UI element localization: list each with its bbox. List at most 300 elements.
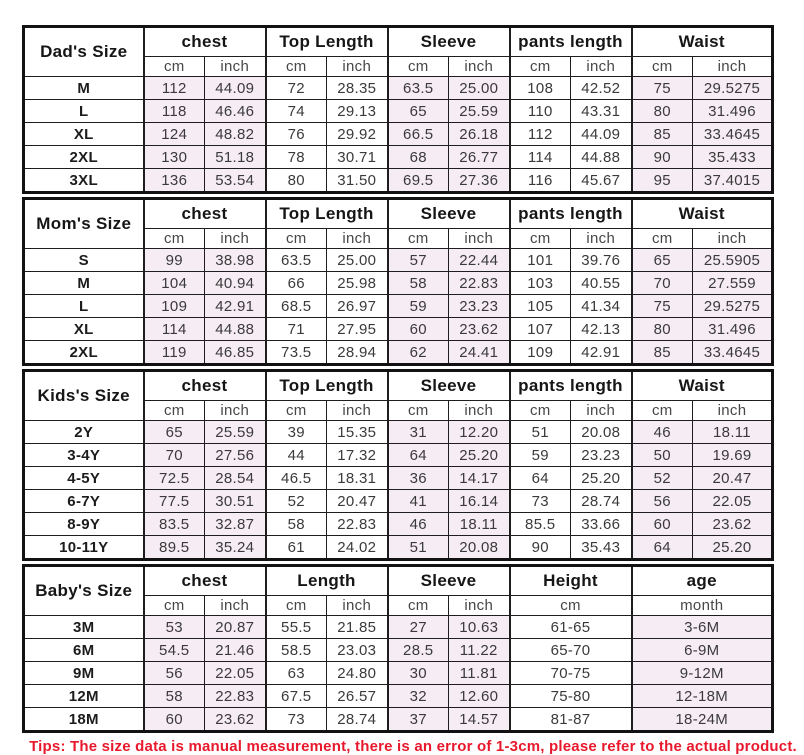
measurement-cell: 130 bbox=[144, 146, 205, 169]
unit-header: inch bbox=[327, 596, 388, 616]
measurement-cell: 19.69 bbox=[693, 444, 773, 467]
measurement-cell: 101 bbox=[510, 249, 571, 272]
size-row-label: 2Y bbox=[24, 421, 144, 444]
unit-header: cm bbox=[144, 401, 205, 421]
measurement-cell: 60 bbox=[388, 318, 449, 341]
measurement-cell: 22.44 bbox=[449, 249, 510, 272]
measurement-cell: 37.4015 bbox=[693, 169, 773, 193]
measurement-cell: 64 bbox=[510, 467, 571, 490]
size-row-label: 6M bbox=[24, 639, 144, 662]
measurement-cell: 124 bbox=[144, 123, 205, 146]
measurement-cell: 63.5 bbox=[388, 77, 449, 100]
measurement-cell: 95 bbox=[632, 169, 693, 193]
measurement-cell: 46.5 bbox=[266, 467, 327, 490]
measurement-cell: 36 bbox=[388, 467, 449, 490]
column-header: chest bbox=[144, 566, 266, 596]
measurement-cell: 41.34 bbox=[571, 295, 632, 318]
measurement-cell: 40.55 bbox=[571, 272, 632, 295]
measurement-cell: 53 bbox=[144, 616, 205, 639]
measurement-cell: 25.59 bbox=[449, 100, 510, 123]
column-header: Top Length bbox=[266, 371, 388, 401]
measurement-cell: 24.80 bbox=[327, 662, 388, 685]
measurement-cell: 20.47 bbox=[693, 467, 773, 490]
measurement-cell: 57 bbox=[388, 249, 449, 272]
measurement-cell: 73.5 bbox=[266, 341, 327, 365]
size-row-label: 12M bbox=[24, 685, 144, 708]
measurement-cell: 23.03 bbox=[327, 639, 388, 662]
header-row bbox=[24, 566, 773, 596]
measurement-cell: 28.35 bbox=[327, 77, 388, 100]
measurement-cell: 90 bbox=[632, 146, 693, 169]
measurement-cell: 20.08 bbox=[449, 536, 510, 560]
table-row bbox=[24, 490, 773, 513]
size-row-label: 18M bbox=[24, 708, 144, 732]
measurement-cell: 119 bbox=[144, 341, 205, 365]
measurement-cell: 18.11 bbox=[449, 513, 510, 536]
measurement-cell: 28.74 bbox=[327, 708, 388, 732]
unit-header: inch bbox=[571, 229, 632, 249]
measurement-cell: 26.77 bbox=[449, 146, 510, 169]
unit-header: cm bbox=[144, 596, 205, 616]
measurement-cell: 61 bbox=[266, 536, 327, 560]
measurement-cell: 17.32 bbox=[327, 444, 388, 467]
measurement-cell: 52 bbox=[266, 490, 327, 513]
table-row bbox=[24, 272, 773, 295]
table-row bbox=[24, 146, 773, 169]
column-header: Sleeve bbox=[388, 371, 510, 401]
measurement-cell: 21.85 bbox=[327, 616, 388, 639]
unit-header: cm bbox=[388, 401, 449, 421]
table-row bbox=[24, 169, 773, 193]
measurement-cell: 23.62 bbox=[449, 318, 510, 341]
size-row-label: XL bbox=[24, 123, 144, 146]
measurement-cell: 20.08 bbox=[571, 421, 632, 444]
measurement-cell: 18.31 bbox=[327, 467, 388, 490]
measurement-cell: 25.20 bbox=[449, 444, 510, 467]
unit-header: inch bbox=[693, 57, 773, 77]
measurement-cell: 18-24M bbox=[632, 708, 773, 732]
measurement-cell: 65 bbox=[144, 421, 205, 444]
column-header: pants length bbox=[510, 199, 632, 229]
measurement-cell: 116 bbox=[510, 169, 571, 193]
size-row-label: 6-7Y bbox=[24, 490, 144, 513]
measurement-cell: 51 bbox=[388, 536, 449, 560]
unit-header: cm bbox=[510, 401, 571, 421]
measurement-cell: 25.20 bbox=[571, 467, 632, 490]
measurement-cell: 28.74 bbox=[571, 490, 632, 513]
measurement-cell: 109 bbox=[144, 295, 205, 318]
measurement-cell: 25.00 bbox=[449, 77, 510, 100]
column-header: age bbox=[632, 566, 773, 596]
header-row bbox=[24, 371, 773, 401]
column-header: Top Length bbox=[266, 199, 388, 229]
unit-header: cm bbox=[388, 596, 449, 616]
measurement-cell: 64 bbox=[632, 536, 693, 560]
measurement-cell: 6-9M bbox=[632, 639, 773, 662]
measurement-cell: 66.5 bbox=[388, 123, 449, 146]
measurement-cell: 70 bbox=[144, 444, 205, 467]
measurement-cell: 46 bbox=[388, 513, 449, 536]
unit-header: inch bbox=[327, 57, 388, 77]
size-row-label: 10-11Y bbox=[24, 536, 144, 560]
measurement-cell: 70-75 bbox=[510, 662, 632, 685]
size-table-moms bbox=[22, 197, 774, 366]
unit-header: inch bbox=[571, 57, 632, 77]
measurement-cell: 30 bbox=[388, 662, 449, 685]
column-header: Waist bbox=[632, 199, 773, 229]
measurement-cell: 26.18 bbox=[449, 123, 510, 146]
measurement-cell: 59 bbox=[388, 295, 449, 318]
table-row bbox=[24, 467, 773, 490]
unit-header: cm bbox=[266, 57, 327, 77]
measurement-cell: 50 bbox=[632, 444, 693, 467]
unit-header: cm bbox=[510, 57, 571, 77]
measurement-cell: 58.5 bbox=[266, 639, 327, 662]
unit-header: cm bbox=[632, 229, 693, 249]
size-table-kids bbox=[22, 369, 774, 561]
measurement-cell: 60 bbox=[144, 708, 205, 732]
measurement-cell: 42.52 bbox=[571, 77, 632, 100]
measurement-cell: 28.94 bbox=[327, 341, 388, 365]
measurement-cell: 53.54 bbox=[205, 169, 266, 193]
unit-header: inch bbox=[205, 596, 266, 616]
measurement-cell: 69.5 bbox=[388, 169, 449, 193]
size-row-label: S bbox=[24, 249, 144, 272]
measurement-cell: 43.31 bbox=[571, 100, 632, 123]
measurement-cell: 61-65 bbox=[510, 616, 632, 639]
measurement-cell: 30.51 bbox=[205, 490, 266, 513]
measurement-cell: 12-18M bbox=[632, 685, 773, 708]
measurement-cell: 40.94 bbox=[205, 272, 266, 295]
measurement-cell: 14.57 bbox=[449, 708, 510, 732]
table-row bbox=[24, 513, 773, 536]
measurement-cell: 103 bbox=[510, 272, 571, 295]
measurement-cell: 66 bbox=[266, 272, 327, 295]
measurement-cell: 25.00 bbox=[327, 249, 388, 272]
measurement-cell: 75 bbox=[632, 295, 693, 318]
measurement-cell: 10.63 bbox=[449, 616, 510, 639]
measurement-cell: 25.20 bbox=[693, 536, 773, 560]
measurement-cell: 99 bbox=[144, 249, 205, 272]
measurement-cell: 104 bbox=[144, 272, 205, 295]
column-header: Sleeve bbox=[388, 199, 510, 229]
measurement-cell: 62 bbox=[388, 341, 449, 365]
measurement-cell: 39 bbox=[266, 421, 327, 444]
measurement-cell: 51 bbox=[510, 421, 571, 444]
size-row-label: L bbox=[24, 295, 144, 318]
column-header: pants length bbox=[510, 27, 632, 57]
unit-header: cm bbox=[144, 229, 205, 249]
unit-header: cm bbox=[144, 57, 205, 77]
measurement-cell: 72.5 bbox=[144, 467, 205, 490]
measurement-cell: 76 bbox=[266, 123, 327, 146]
size-group-label: Dad's Size bbox=[24, 27, 144, 77]
table-row bbox=[24, 639, 773, 662]
measurement-cell: 58 bbox=[388, 272, 449, 295]
measurement-cell: 44.88 bbox=[205, 318, 266, 341]
unit-header: inch bbox=[449, 401, 510, 421]
measurement-cell: 109 bbox=[510, 341, 571, 365]
measurement-cell: 58 bbox=[266, 513, 327, 536]
size-group-label: Kids's Size bbox=[24, 371, 144, 421]
measurement-cell: 24.02 bbox=[327, 536, 388, 560]
measurement-cell: 41 bbox=[388, 490, 449, 513]
measurement-cell: 85 bbox=[632, 341, 693, 365]
measurement-cell: 42.13 bbox=[571, 318, 632, 341]
measurement-cell: 65 bbox=[632, 249, 693, 272]
measurement-cell: 26.57 bbox=[327, 685, 388, 708]
measurement-cell: 63 bbox=[266, 662, 327, 685]
measurement-cell: 46.46 bbox=[205, 100, 266, 123]
unit-header: inch bbox=[205, 57, 266, 77]
unit-header: cm bbox=[632, 57, 693, 77]
measurement-cell: 71 bbox=[266, 318, 327, 341]
measurement-cell: 73 bbox=[510, 490, 571, 513]
size-row-label: 3M bbox=[24, 616, 144, 639]
measurement-cell: 89.5 bbox=[144, 536, 205, 560]
measurement-cell: 37 bbox=[388, 708, 449, 732]
measurement-cell: 42.91 bbox=[571, 341, 632, 365]
measurement-cell: 118 bbox=[144, 100, 205, 123]
unit-header: inch bbox=[449, 596, 510, 616]
measurement-cell: 64 bbox=[388, 444, 449, 467]
table-row bbox=[24, 100, 773, 123]
unit-header: inch bbox=[693, 401, 773, 421]
measurement-cell: 23.23 bbox=[571, 444, 632, 467]
column-header: pants length bbox=[510, 371, 632, 401]
measurement-cell: 25.98 bbox=[327, 272, 388, 295]
measurement-cell: 12.20 bbox=[449, 421, 510, 444]
measurement-cell: 85 bbox=[632, 123, 693, 146]
measurement-cell: 29.5275 bbox=[693, 295, 773, 318]
measurement-cell: 21.46 bbox=[205, 639, 266, 662]
column-header: Sleeve bbox=[388, 27, 510, 57]
measurement-cell: 24.41 bbox=[449, 341, 510, 365]
measurement-cell: 18.11 bbox=[693, 421, 773, 444]
header-row bbox=[24, 199, 773, 229]
measurement-cell: 107 bbox=[510, 318, 571, 341]
measurement-cell: 22.83 bbox=[205, 685, 266, 708]
unit-header: cm bbox=[510, 229, 571, 249]
table-row bbox=[24, 77, 773, 100]
measurement-cell: 112 bbox=[510, 123, 571, 146]
measurement-cell: 110 bbox=[510, 100, 571, 123]
measurement-cell: 51.18 bbox=[205, 146, 266, 169]
measurement-cell: 114 bbox=[510, 146, 571, 169]
table-row bbox=[24, 536, 773, 560]
unit-header: cm bbox=[266, 229, 327, 249]
measurement-cell: 22.05 bbox=[693, 490, 773, 513]
measurement-cell: 74 bbox=[266, 100, 327, 123]
measurement-cell: 25.59 bbox=[205, 421, 266, 444]
measurement-cell: 35.433 bbox=[693, 146, 773, 169]
measurement-cell: 22.05 bbox=[205, 662, 266, 685]
size-group-label: Mom's Size bbox=[24, 199, 144, 249]
header-row bbox=[24, 27, 773, 57]
measurement-cell: 44.09 bbox=[205, 77, 266, 100]
measurement-cell: 80 bbox=[632, 318, 693, 341]
column-header: chest bbox=[144, 371, 266, 401]
column-header: chest bbox=[144, 27, 266, 57]
measurement-cell: 35.24 bbox=[205, 536, 266, 560]
measurement-cell: 20.47 bbox=[327, 490, 388, 513]
size-group-label: Baby's Size bbox=[24, 566, 144, 616]
measurement-cell: 77.5 bbox=[144, 490, 205, 513]
measurement-cell: 38.98 bbox=[205, 249, 266, 272]
measurement-cell: 29.92 bbox=[327, 123, 388, 146]
size-row-label: 2XL bbox=[24, 146, 144, 169]
measurement-cell: 59 bbox=[510, 444, 571, 467]
measurement-cell: 32 bbox=[388, 685, 449, 708]
measurement-cell: 11.22 bbox=[449, 639, 510, 662]
measurement-cell: 81-87 bbox=[510, 708, 632, 732]
measurement-cell: 54.5 bbox=[144, 639, 205, 662]
measurement-cell: 52 bbox=[632, 467, 693, 490]
measurement-cell: 31.50 bbox=[327, 169, 388, 193]
unit-header: inch bbox=[571, 401, 632, 421]
measurement-cell: 75 bbox=[632, 77, 693, 100]
unit-header: inch bbox=[693, 229, 773, 249]
measurement-cell: 22.83 bbox=[449, 272, 510, 295]
table-row bbox=[24, 249, 773, 272]
unit-header: cm bbox=[266, 401, 327, 421]
measurement-cell: 11.81 bbox=[449, 662, 510, 685]
measurement-cell: 73 bbox=[266, 708, 327, 732]
unit-header: cm bbox=[510, 596, 632, 616]
measurement-cell: 65 bbox=[388, 100, 449, 123]
table-row bbox=[24, 295, 773, 318]
size-row-label: 3-4Y bbox=[24, 444, 144, 467]
measurement-cell: 72 bbox=[266, 77, 327, 100]
measurement-cell: 31 bbox=[388, 421, 449, 444]
measurement-cell: 67.5 bbox=[266, 685, 327, 708]
measurement-cell: 22.83 bbox=[327, 513, 388, 536]
measurement-cell: 65-70 bbox=[510, 639, 632, 662]
measurement-cell: 35.43 bbox=[571, 536, 632, 560]
measurement-cell: 70 bbox=[632, 272, 693, 295]
measurement-cell: 29.5275 bbox=[693, 77, 773, 100]
column-header: Waist bbox=[632, 27, 773, 57]
measurement-cell: 29.13 bbox=[327, 100, 388, 123]
size-row-label: 3XL bbox=[24, 169, 144, 193]
measurement-cell: 112 bbox=[144, 77, 205, 100]
measurement-cell: 15.35 bbox=[327, 421, 388, 444]
unit-header: inch bbox=[327, 229, 388, 249]
measurement-cell: 85.5 bbox=[510, 513, 571, 536]
measurement-cell: 25.5905 bbox=[693, 249, 773, 272]
unit-header: cm bbox=[388, 57, 449, 77]
measurement-cell: 75-80 bbox=[510, 685, 632, 708]
measurement-cell: 28.54 bbox=[205, 467, 266, 490]
measurement-cell: 80 bbox=[632, 100, 693, 123]
table-row bbox=[24, 341, 773, 365]
measurement-cell: 31.496 bbox=[693, 100, 773, 123]
measurement-cell: 42.91 bbox=[205, 295, 266, 318]
table-row bbox=[24, 123, 773, 146]
size-tables bbox=[22, 25, 804, 733]
measurement-cell: 56 bbox=[144, 662, 205, 685]
measurement-cell: 108 bbox=[510, 77, 571, 100]
table-row bbox=[24, 662, 773, 685]
unit-header: cm bbox=[388, 229, 449, 249]
tips-note: Tips: The size data is manual measurement, there is an error of 1-3cm, please refer to the actual product. bbox=[29, 738, 797, 755]
column-header: Waist bbox=[632, 371, 773, 401]
measurement-cell: 56 bbox=[632, 490, 693, 513]
unit-header: inch bbox=[205, 401, 266, 421]
measurement-cell: 63.5 bbox=[266, 249, 327, 272]
size-row-label: 8-9Y bbox=[24, 513, 144, 536]
measurement-cell: 32.87 bbox=[205, 513, 266, 536]
unit-header: month bbox=[632, 596, 773, 616]
measurement-cell: 33.4645 bbox=[693, 341, 773, 365]
table-row bbox=[24, 421, 773, 444]
measurement-cell: 28.5 bbox=[388, 639, 449, 662]
measurement-cell: 60 bbox=[632, 513, 693, 536]
measurement-cell: 26.97 bbox=[327, 295, 388, 318]
measurement-cell: 12.60 bbox=[449, 685, 510, 708]
table-row bbox=[24, 685, 773, 708]
measurement-cell: 55.5 bbox=[266, 616, 327, 639]
measurement-cell: 27 bbox=[388, 616, 449, 639]
measurement-cell: 45.67 bbox=[571, 169, 632, 193]
measurement-cell: 46.85 bbox=[205, 341, 266, 365]
measurement-cell: 58 bbox=[144, 685, 205, 708]
measurement-cell: 23.62 bbox=[205, 708, 266, 732]
size-row-label: 9M bbox=[24, 662, 144, 685]
size-table-dads bbox=[22, 25, 774, 194]
measurement-cell: 44 bbox=[266, 444, 327, 467]
measurement-cell: 23.62 bbox=[693, 513, 773, 536]
measurement-cell: 27.36 bbox=[449, 169, 510, 193]
measurement-cell: 20.87 bbox=[205, 616, 266, 639]
measurement-cell: 39.76 bbox=[571, 249, 632, 272]
size-row-label: 4-5Y bbox=[24, 467, 144, 490]
column-header: Length bbox=[266, 566, 388, 596]
unit-header: inch bbox=[449, 57, 510, 77]
measurement-cell: 83.5 bbox=[144, 513, 205, 536]
column-header: chest bbox=[144, 199, 266, 229]
measurement-cell: 27.95 bbox=[327, 318, 388, 341]
measurement-cell: 46 bbox=[632, 421, 693, 444]
measurement-cell: 68.5 bbox=[266, 295, 327, 318]
unit-header: inch bbox=[449, 229, 510, 249]
measurement-cell: 27.559 bbox=[693, 272, 773, 295]
measurement-cell: 33.4645 bbox=[693, 123, 773, 146]
table-row bbox=[24, 318, 773, 341]
unit-header: inch bbox=[327, 401, 388, 421]
size-row-label: M bbox=[24, 77, 144, 100]
table-row bbox=[24, 616, 773, 639]
size-table-babys bbox=[22, 564, 774, 733]
measurement-cell: 48.82 bbox=[205, 123, 266, 146]
size-row-label: 2XL bbox=[24, 341, 144, 365]
table-row bbox=[24, 708, 773, 732]
size-row-label: L bbox=[24, 100, 144, 123]
measurement-cell: 44.88 bbox=[571, 146, 632, 169]
measurement-cell: 78 bbox=[266, 146, 327, 169]
unit-header: inch bbox=[205, 229, 266, 249]
column-header: Top Length bbox=[266, 27, 388, 57]
measurement-cell: 68 bbox=[388, 146, 449, 169]
size-row-label: XL bbox=[24, 318, 144, 341]
measurement-cell: 80 bbox=[266, 169, 327, 193]
measurement-cell: 27.56 bbox=[205, 444, 266, 467]
measurement-cell: 44.09 bbox=[571, 123, 632, 146]
measurement-cell: 3-6M bbox=[632, 616, 773, 639]
measurement-cell: 90 bbox=[510, 536, 571, 560]
table-row bbox=[24, 444, 773, 467]
unit-header: cm bbox=[266, 596, 327, 616]
